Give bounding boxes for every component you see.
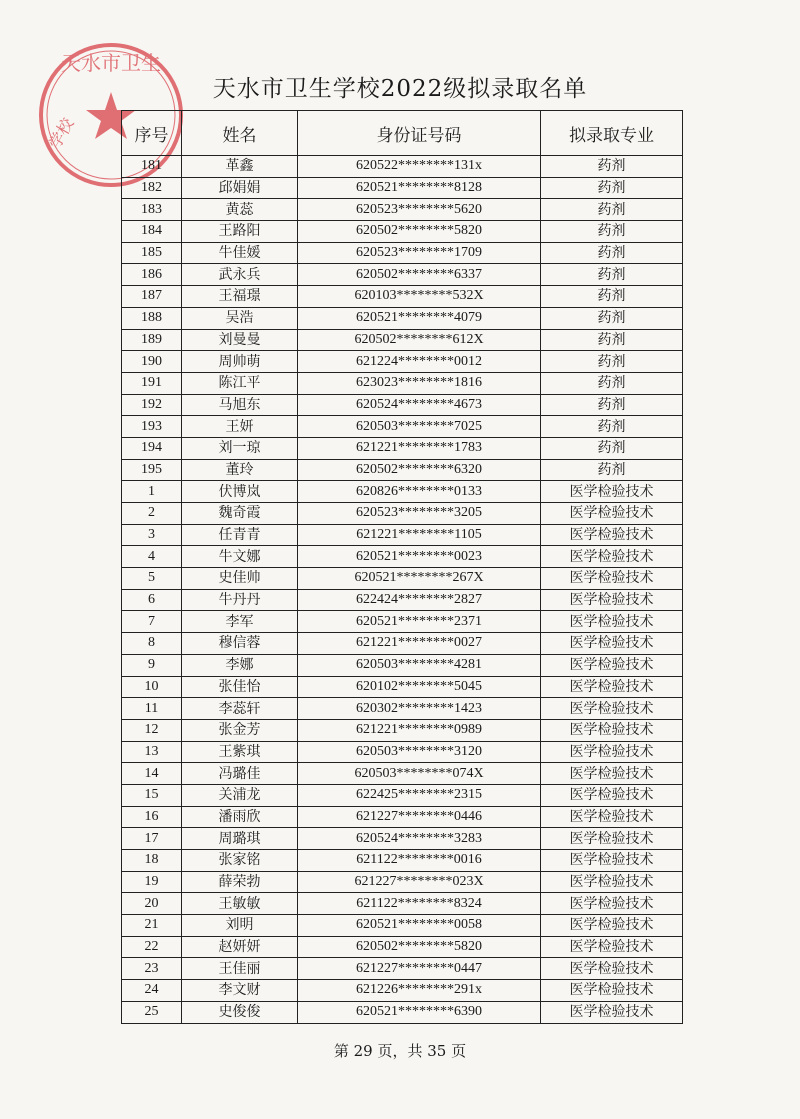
cell-seq: 16 xyxy=(122,806,182,828)
cell-id-number: 620521********0023 xyxy=(298,546,541,568)
table-row xyxy=(122,915,683,937)
header-name: 姓名 xyxy=(182,111,298,156)
cell-id-number: 620523********1709 xyxy=(298,242,541,264)
cell-major: 医学检验技术 xyxy=(541,481,683,503)
cell-name: 黄蕊 xyxy=(182,199,298,221)
cell-id-number: 621227********0446 xyxy=(298,806,541,828)
cell-major: 药剂 xyxy=(541,177,683,199)
table-row xyxy=(122,329,683,351)
table-row xyxy=(122,936,683,958)
cell-seq: 6 xyxy=(122,589,182,611)
table-row xyxy=(122,654,683,676)
cell-seq: 184 xyxy=(122,221,182,243)
cell-name: 周璐琪 xyxy=(182,828,298,850)
cell-major: 药剂 xyxy=(541,286,683,308)
cell-name: 马旭东 xyxy=(182,394,298,416)
table-row xyxy=(122,958,683,980)
cell-major: 医学检验技术 xyxy=(541,1001,683,1023)
cell-name: 李军 xyxy=(182,611,298,633)
cell-id-number: 620826********0133 xyxy=(298,481,541,503)
cell-name: 李娜 xyxy=(182,654,298,676)
cell-id-number: 621227********023X xyxy=(298,871,541,893)
header-major: 拟录取专业 xyxy=(541,111,683,156)
cell-seq: 191 xyxy=(122,372,182,394)
cell-id-number: 621227********0447 xyxy=(298,958,541,980)
cell-seq: 185 xyxy=(122,242,182,264)
cell-major: 药剂 xyxy=(541,437,683,459)
table-row xyxy=(122,741,683,763)
cell-seq: 190 xyxy=(122,351,182,373)
cell-seq: 4 xyxy=(122,546,182,568)
cell-id-number: 620523********5620 xyxy=(298,199,541,221)
cell-major: 医学检验技术 xyxy=(541,784,683,806)
cell-name: 薛荣勃 xyxy=(182,871,298,893)
page-number: 第 29 页，共 35 页 xyxy=(333,1042,467,1060)
header-id-number: 身份证号码 xyxy=(298,111,541,156)
table-row xyxy=(122,503,683,525)
cell-major: 医学检验技术 xyxy=(541,654,683,676)
cell-major: 药剂 xyxy=(541,351,683,373)
cell-id-number: 620503********3120 xyxy=(298,741,541,763)
cell-id-number: 620522********131x xyxy=(298,156,541,178)
table-row xyxy=(122,286,683,308)
cell-name: 魏奇霞 xyxy=(182,503,298,525)
cell-major: 药剂 xyxy=(541,307,683,329)
cell-major: 医学检验技术 xyxy=(541,524,683,546)
cell-id-number: 620502********612X xyxy=(298,329,541,351)
admission-table xyxy=(121,110,683,1024)
cell-name: 李文财 xyxy=(182,980,298,1002)
cell-major: 药剂 xyxy=(541,416,683,438)
cell-seq: 1 xyxy=(122,481,182,503)
cell-name: 牛丹丹 xyxy=(182,589,298,611)
table-row xyxy=(122,698,683,720)
cell-name: 王紫琪 xyxy=(182,741,298,763)
cell-major: 医学检验技术 xyxy=(541,936,683,958)
cell-name: 关浦龙 xyxy=(182,784,298,806)
cell-major: 医学检验技术 xyxy=(541,719,683,741)
cell-name: 李蕊轩 xyxy=(182,698,298,720)
cell-id-number: 621221********0989 xyxy=(298,719,541,741)
cell-id-number: 621226********291x xyxy=(298,980,541,1002)
table-row xyxy=(122,394,683,416)
cell-seq: 12 xyxy=(122,719,182,741)
header-seq: 序号 xyxy=(122,111,182,156)
svg-text:学校: 学校 xyxy=(45,114,78,152)
cell-major: 医学检验技术 xyxy=(541,850,683,872)
cell-name: 史佳帅 xyxy=(182,568,298,590)
cell-id-number: 620521********267X xyxy=(298,568,541,590)
cell-major: 医学检验技术 xyxy=(541,589,683,611)
table-row xyxy=(122,806,683,828)
cell-major: 药剂 xyxy=(541,156,683,178)
table-row xyxy=(122,980,683,1002)
cell-seq: 20 xyxy=(122,893,182,915)
table-row xyxy=(122,719,683,741)
cell-major: 医学检验技术 xyxy=(541,871,683,893)
cell-id-number: 621221********1105 xyxy=(298,524,541,546)
cell-seq: 186 xyxy=(122,264,182,286)
cell-name: 周帅萌 xyxy=(182,351,298,373)
table-row xyxy=(122,221,683,243)
cell-id-number: 621221********0027 xyxy=(298,633,541,655)
cell-major: 医学检验技术 xyxy=(541,698,683,720)
cell-seq: 181 xyxy=(122,156,182,178)
cell-name: 史俊俊 xyxy=(182,1001,298,1023)
cell-seq: 8 xyxy=(122,633,182,655)
cell-id-number: 621224********0012 xyxy=(298,351,541,373)
cell-id-number: 620503********4281 xyxy=(298,654,541,676)
table-row xyxy=(122,893,683,915)
cell-seq: 10 xyxy=(122,676,182,698)
cell-name: 赵妍妍 xyxy=(182,936,298,958)
cell-id-number: 620521********4079 xyxy=(298,307,541,329)
table-row xyxy=(122,633,683,655)
cell-major: 药剂 xyxy=(541,372,683,394)
table-header-row xyxy=(122,111,683,156)
cell-name: 武永兵 xyxy=(182,264,298,286)
table-row xyxy=(122,242,683,264)
table-row xyxy=(122,524,683,546)
cell-seq: 21 xyxy=(122,915,182,937)
cell-id-number: 620521********6390 xyxy=(298,1001,541,1023)
cell-name: 刘一琼 xyxy=(182,437,298,459)
cell-seq: 187 xyxy=(122,286,182,308)
table-row xyxy=(122,437,683,459)
cell-id-number: 620521********8128 xyxy=(298,177,541,199)
cell-id-number: 620524********3283 xyxy=(298,828,541,850)
table-row xyxy=(122,481,683,503)
cell-seq: 9 xyxy=(122,654,182,676)
cell-seq: 2 xyxy=(122,503,182,525)
cell-name: 张佳怡 xyxy=(182,676,298,698)
cell-id-number: 620103********532X xyxy=(298,286,541,308)
cell-seq: 5 xyxy=(122,568,182,590)
cell-major: 医学检验技术 xyxy=(541,806,683,828)
cell-major: 医学检验技术 xyxy=(541,611,683,633)
cell-name: 邱娟娟 xyxy=(182,177,298,199)
cell-seq: 183 xyxy=(122,199,182,221)
cell-seq: 7 xyxy=(122,611,182,633)
table-row xyxy=(122,676,683,698)
table-row xyxy=(122,416,683,438)
cell-seq: 3 xyxy=(122,524,182,546)
cell-seq: 182 xyxy=(122,177,182,199)
cell-name: 穆信蓉 xyxy=(182,633,298,655)
cell-major: 药剂 xyxy=(541,199,683,221)
cell-name: 刘曼曼 xyxy=(182,329,298,351)
cell-name: 牛文娜 xyxy=(182,546,298,568)
cell-seq: 192 xyxy=(122,394,182,416)
page-title: 天水市卫生学校2022级拟录取名单 xyxy=(212,76,588,102)
cell-id-number: 620523********3205 xyxy=(298,503,541,525)
cell-seq: 22 xyxy=(122,936,182,958)
cell-major: 医学检验技术 xyxy=(541,915,683,937)
cell-name: 陈江平 xyxy=(182,372,298,394)
table-row xyxy=(122,850,683,872)
cell-major: 医学检验技术 xyxy=(541,958,683,980)
table-row xyxy=(122,1001,683,1023)
cell-id-number: 620521********2371 xyxy=(298,611,541,633)
cell-seq: 195 xyxy=(122,459,182,481)
cell-id-number: 620502********6320 xyxy=(298,459,541,481)
cell-id-number: 620524********4673 xyxy=(298,394,541,416)
table-row xyxy=(122,351,683,373)
cell-name: 张金芳 xyxy=(182,719,298,741)
table-row xyxy=(122,177,683,199)
cell-id-number: 620503********074X xyxy=(298,763,541,785)
table-row xyxy=(122,156,683,178)
cell-major: 医学检验技术 xyxy=(541,828,683,850)
table-row xyxy=(122,763,683,785)
table-row xyxy=(122,828,683,850)
cell-major: 医学检验技术 xyxy=(541,633,683,655)
cell-name: 任青青 xyxy=(182,524,298,546)
cell-name: 吴浩 xyxy=(182,307,298,329)
cell-seq: 19 xyxy=(122,871,182,893)
cell-seq: 18 xyxy=(122,850,182,872)
cell-name: 伏博岚 xyxy=(182,481,298,503)
table-row xyxy=(122,871,683,893)
cell-id-number: 620102********5045 xyxy=(298,676,541,698)
table-row xyxy=(122,307,683,329)
cell-name: 潘雨欣 xyxy=(182,806,298,828)
cell-seq: 189 xyxy=(122,329,182,351)
table-row xyxy=(122,264,683,286)
cell-seq: 23 xyxy=(122,958,182,980)
cell-seq: 188 xyxy=(122,307,182,329)
table-row xyxy=(122,546,683,568)
cell-seq: 15 xyxy=(122,784,182,806)
cell-seq: 193 xyxy=(122,416,182,438)
cell-id-number: 620302********1423 xyxy=(298,698,541,720)
cell-major: 医学检验技术 xyxy=(541,568,683,590)
cell-name: 牛佳媛 xyxy=(182,242,298,264)
svg-text:天水市卫生: 天水市卫生 xyxy=(61,51,161,75)
cell-name: 冯璐佳 xyxy=(182,763,298,785)
cell-seq: 13 xyxy=(122,741,182,763)
cell-major: 医学检验技术 xyxy=(541,741,683,763)
cell-major: 医学检验技术 xyxy=(541,503,683,525)
cell-major: 药剂 xyxy=(541,264,683,286)
cell-name: 王路阳 xyxy=(182,221,298,243)
cell-id-number: 621122********0016 xyxy=(298,850,541,872)
cell-name: 王妍 xyxy=(182,416,298,438)
cell-major: 医学检验技术 xyxy=(541,546,683,568)
cell-seq: 194 xyxy=(122,437,182,459)
table-row xyxy=(122,199,683,221)
cell-major: 药剂 xyxy=(541,394,683,416)
cell-name: 张家铭 xyxy=(182,850,298,872)
cell-seq: 11 xyxy=(122,698,182,720)
cell-major: 医学检验技术 xyxy=(541,763,683,785)
cell-name: 王敏敏 xyxy=(182,893,298,915)
cell-name: 王佳丽 xyxy=(182,958,298,980)
cell-id-number: 622425********2315 xyxy=(298,784,541,806)
table-row xyxy=(122,568,683,590)
table-row xyxy=(122,459,683,481)
cell-seq: 25 xyxy=(122,1001,182,1023)
cell-name: 刘明 xyxy=(182,915,298,937)
cell-major: 医学检验技术 xyxy=(541,893,683,915)
cell-id-number: 620503********7025 xyxy=(298,416,541,438)
cell-major: 医学检验技术 xyxy=(541,676,683,698)
cell-seq: 14 xyxy=(122,763,182,785)
cell-seq: 24 xyxy=(122,980,182,1002)
cell-major: 药剂 xyxy=(541,221,683,243)
cell-major: 医学检验技术 xyxy=(541,980,683,1002)
cell-seq: 17 xyxy=(122,828,182,850)
table-row xyxy=(122,784,683,806)
cell-id-number: 620502********5820 xyxy=(298,221,541,243)
cell-major: 药剂 xyxy=(541,459,683,481)
cell-name: 董玲 xyxy=(182,459,298,481)
cell-id-number: 620502********5820 xyxy=(298,936,541,958)
cell-id-number: 620502********6337 xyxy=(298,264,541,286)
table-row xyxy=(122,372,683,394)
cell-id-number: 622424********2827 xyxy=(298,589,541,611)
cell-major: 药剂 xyxy=(541,242,683,264)
cell-name: 革鑫 xyxy=(182,156,298,178)
cell-id-number: 623023********1816 xyxy=(298,372,541,394)
table-row xyxy=(122,589,683,611)
cell-id-number: 621122********8324 xyxy=(298,893,541,915)
cell-major: 药剂 xyxy=(541,329,683,351)
cell-name: 王福璟 xyxy=(182,286,298,308)
table-row xyxy=(122,611,683,633)
cell-id-number: 621221********1783 xyxy=(298,437,541,459)
cell-id-number: 620521********0058 xyxy=(298,915,541,937)
